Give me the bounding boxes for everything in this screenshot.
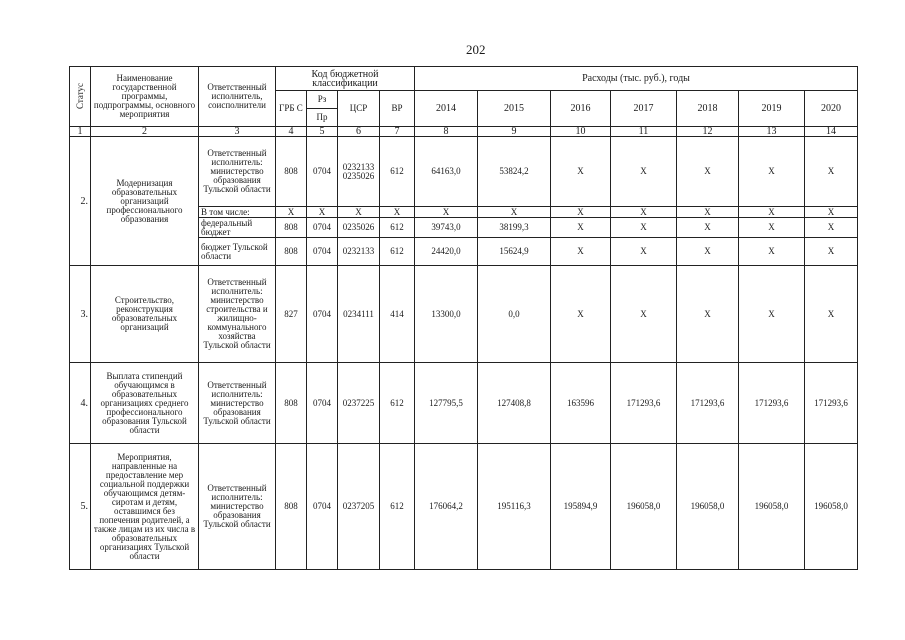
vr-cell: 414 xyxy=(380,266,415,363)
value-cell: 196058,0 xyxy=(611,444,677,570)
value-cell: 196058,0 xyxy=(677,444,739,570)
value-cell: X xyxy=(805,207,858,218)
value-cell: 195116,3 xyxy=(478,444,551,570)
expenses-header: Расходы (тыс. руб.), годы xyxy=(415,67,858,91)
value-cell: 64163,0 xyxy=(415,137,478,207)
column-number-row xyxy=(70,127,858,137)
value-cell: X xyxy=(805,238,858,266)
row-number: 3. xyxy=(70,266,91,363)
rz-cell: 0704 xyxy=(307,363,338,444)
executor-cell: Ответственный исполнитель: министерство образования Тульской области xyxy=(199,444,276,570)
executor-cell: В том числе: xyxy=(199,207,276,218)
activity-name: Выплата стипендий обучающимся в образовательных организациях среднего профессионального образования Тульской области xyxy=(91,363,199,444)
value-cell: X xyxy=(611,266,677,363)
year-2018-header: 2018 xyxy=(677,91,739,127)
year-2015-header: 2015 xyxy=(478,91,551,127)
rz-cell: X xyxy=(307,207,338,218)
budget-table xyxy=(69,66,858,570)
grbs-cell: 827 xyxy=(276,266,307,363)
table-row xyxy=(70,137,858,207)
year-2014-header: 2014 xyxy=(415,91,478,127)
status-header: Статус xyxy=(70,67,91,127)
value-cell: X xyxy=(551,218,611,238)
rz-cell: 0704 xyxy=(307,218,338,238)
value-cell: 195894,9 xyxy=(551,444,611,570)
value-cell: 24420,0 xyxy=(415,238,478,266)
vr-cell: 612 xyxy=(380,137,415,207)
vr-cell: 612 xyxy=(380,218,415,238)
year-2016-header: 2016 xyxy=(551,91,611,127)
csr-cell: 0237225 xyxy=(338,363,380,444)
value-cell: X xyxy=(805,137,858,207)
value-cell: X xyxy=(611,218,677,238)
vr-cell: X xyxy=(380,207,415,218)
header-row-1 xyxy=(70,67,858,91)
value-cell: 127795,5 xyxy=(415,363,478,444)
value-cell: 38199,3 xyxy=(478,218,551,238)
year-2017-header: 2017 xyxy=(611,91,677,127)
year-2019-header: 2019 xyxy=(739,91,805,127)
value-cell: 53824,2 xyxy=(478,137,551,207)
value-cell: 0,0 xyxy=(478,266,551,363)
csr-header: ЦСР xyxy=(338,91,380,127)
grbs-cell: 808 xyxy=(276,363,307,444)
grbs-cell: 808 xyxy=(276,238,307,266)
csr-cell: 0232133 xyxy=(338,238,380,266)
executor-cell: Ответственный исполнитель: министерство образования Тульской области xyxy=(199,363,276,444)
value-cell: X xyxy=(739,137,805,207)
value-cell: X xyxy=(677,238,739,266)
row-number: 5. xyxy=(70,444,91,570)
table-row xyxy=(70,266,858,363)
col-number: 9 xyxy=(478,127,551,137)
col-number: 6 xyxy=(338,127,380,137)
value-cell: 15624,9 xyxy=(478,238,551,266)
rz-header: Рз xyxy=(307,91,338,109)
executor-cell: Ответственный исполнитель: министерство образования Тульской области xyxy=(199,137,276,207)
value-cell: X xyxy=(611,137,677,207)
col-number: 7 xyxy=(380,127,415,137)
csr-cell: 0237205 xyxy=(338,444,380,570)
csr-cell: X xyxy=(338,207,380,218)
col-number: 3 xyxy=(199,127,276,137)
value-cell: X xyxy=(677,218,739,238)
activity-name: Мероприятия, направленные на предоставление мер социальной поддержки обучающимся детям-сиротам и детям, оставшимся без попечения родителей, а также лицам из их числа в образовательных организациях Тульской области xyxy=(91,444,199,570)
row-number: 4. xyxy=(70,363,91,444)
col-number: 12 xyxy=(677,127,739,137)
value-cell: 171293,6 xyxy=(805,363,858,444)
executor-cell: федеральный бюджет xyxy=(199,218,276,238)
code-header: Код бюджетной классификации xyxy=(276,67,415,91)
value-cell: 171293,6 xyxy=(611,363,677,444)
value-cell: X xyxy=(739,207,805,218)
row-number: 2. xyxy=(70,137,91,266)
name-header: Наименование государственной программы, подпрограммы, основного мероприятия xyxy=(91,67,199,127)
grbs-cell: 808 xyxy=(276,218,307,238)
col-number: 2 xyxy=(91,127,199,137)
value-cell: 176064,2 xyxy=(415,444,478,570)
col-number: 14 xyxy=(805,127,858,137)
value-cell: X xyxy=(415,207,478,218)
value-cell: X xyxy=(739,266,805,363)
value-cell: X xyxy=(551,137,611,207)
value-cell: X xyxy=(739,238,805,266)
vr-cell: 612 xyxy=(380,363,415,444)
value-cell: X xyxy=(551,238,611,266)
value-cell: 163596 xyxy=(551,363,611,444)
value-cell: 196058,0 xyxy=(805,444,858,570)
grbs-cell: 808 xyxy=(276,444,307,570)
value-cell: X xyxy=(677,207,739,218)
rz-cell: 0704 xyxy=(307,137,338,207)
rz-cell: 0704 xyxy=(307,444,338,570)
value-cell: X xyxy=(611,207,677,218)
value-cell: X xyxy=(739,218,805,238)
executor-header: Ответственный исполнитель, соисполнители xyxy=(199,67,276,127)
table-row xyxy=(70,444,858,570)
csr-cell: 0235026 xyxy=(338,218,380,238)
value-cell: X xyxy=(551,207,611,218)
executor-cell: Ответственный исполнитель: министерство строительства и жилищно-коммунального хозяйства Тульской области xyxy=(199,266,276,363)
pr-header: Пр xyxy=(307,109,338,127)
value-cell: 196058,0 xyxy=(739,444,805,570)
value-cell: 127408,8 xyxy=(478,363,551,444)
table-row xyxy=(70,363,858,444)
value-cell: 171293,6 xyxy=(739,363,805,444)
col-number: 8 xyxy=(415,127,478,137)
col-number: 5 xyxy=(307,127,338,137)
col-number: 1 xyxy=(70,127,91,137)
col-number: 4 xyxy=(276,127,307,137)
rz-cell: 0704 xyxy=(307,238,338,266)
activity-name: Строительство, реконструкция образовательных организаций xyxy=(91,266,199,363)
value-cell: 39743,0 xyxy=(415,218,478,238)
col-number: 10 xyxy=(551,127,611,137)
grbs-header: ГРБ С xyxy=(276,91,307,127)
grbs-cell: X xyxy=(276,207,307,218)
value-cell: X xyxy=(677,266,739,363)
value-cell: X xyxy=(805,218,858,238)
page-number: 202 xyxy=(466,42,486,57)
value-cell: X xyxy=(478,207,551,218)
col-number: 11 xyxy=(611,127,677,137)
vr-header: ВР xyxy=(380,91,415,127)
executor-cell: бюджет Тульской области xyxy=(199,238,276,266)
csr-cell: 0232133 0235026 xyxy=(338,137,380,207)
rz-cell: 0704 xyxy=(307,266,338,363)
vr-cell: 612 xyxy=(380,238,415,266)
value-cell: X xyxy=(551,266,611,363)
grbs-cell: 808 xyxy=(276,137,307,207)
value-cell: X xyxy=(611,238,677,266)
vr-cell: 612 xyxy=(380,444,415,570)
value-cell: 171293,6 xyxy=(677,363,739,444)
value-cell: X xyxy=(805,266,858,363)
value-cell: 13300,0 xyxy=(415,266,478,363)
year-2020-header: 2020 xyxy=(805,91,858,127)
col-number: 13 xyxy=(739,127,805,137)
value-cell: X xyxy=(677,137,739,207)
csr-cell: 0234111 xyxy=(338,266,380,363)
activity-name: Модернизация образовательных организаций профессионального образования xyxy=(91,137,199,266)
